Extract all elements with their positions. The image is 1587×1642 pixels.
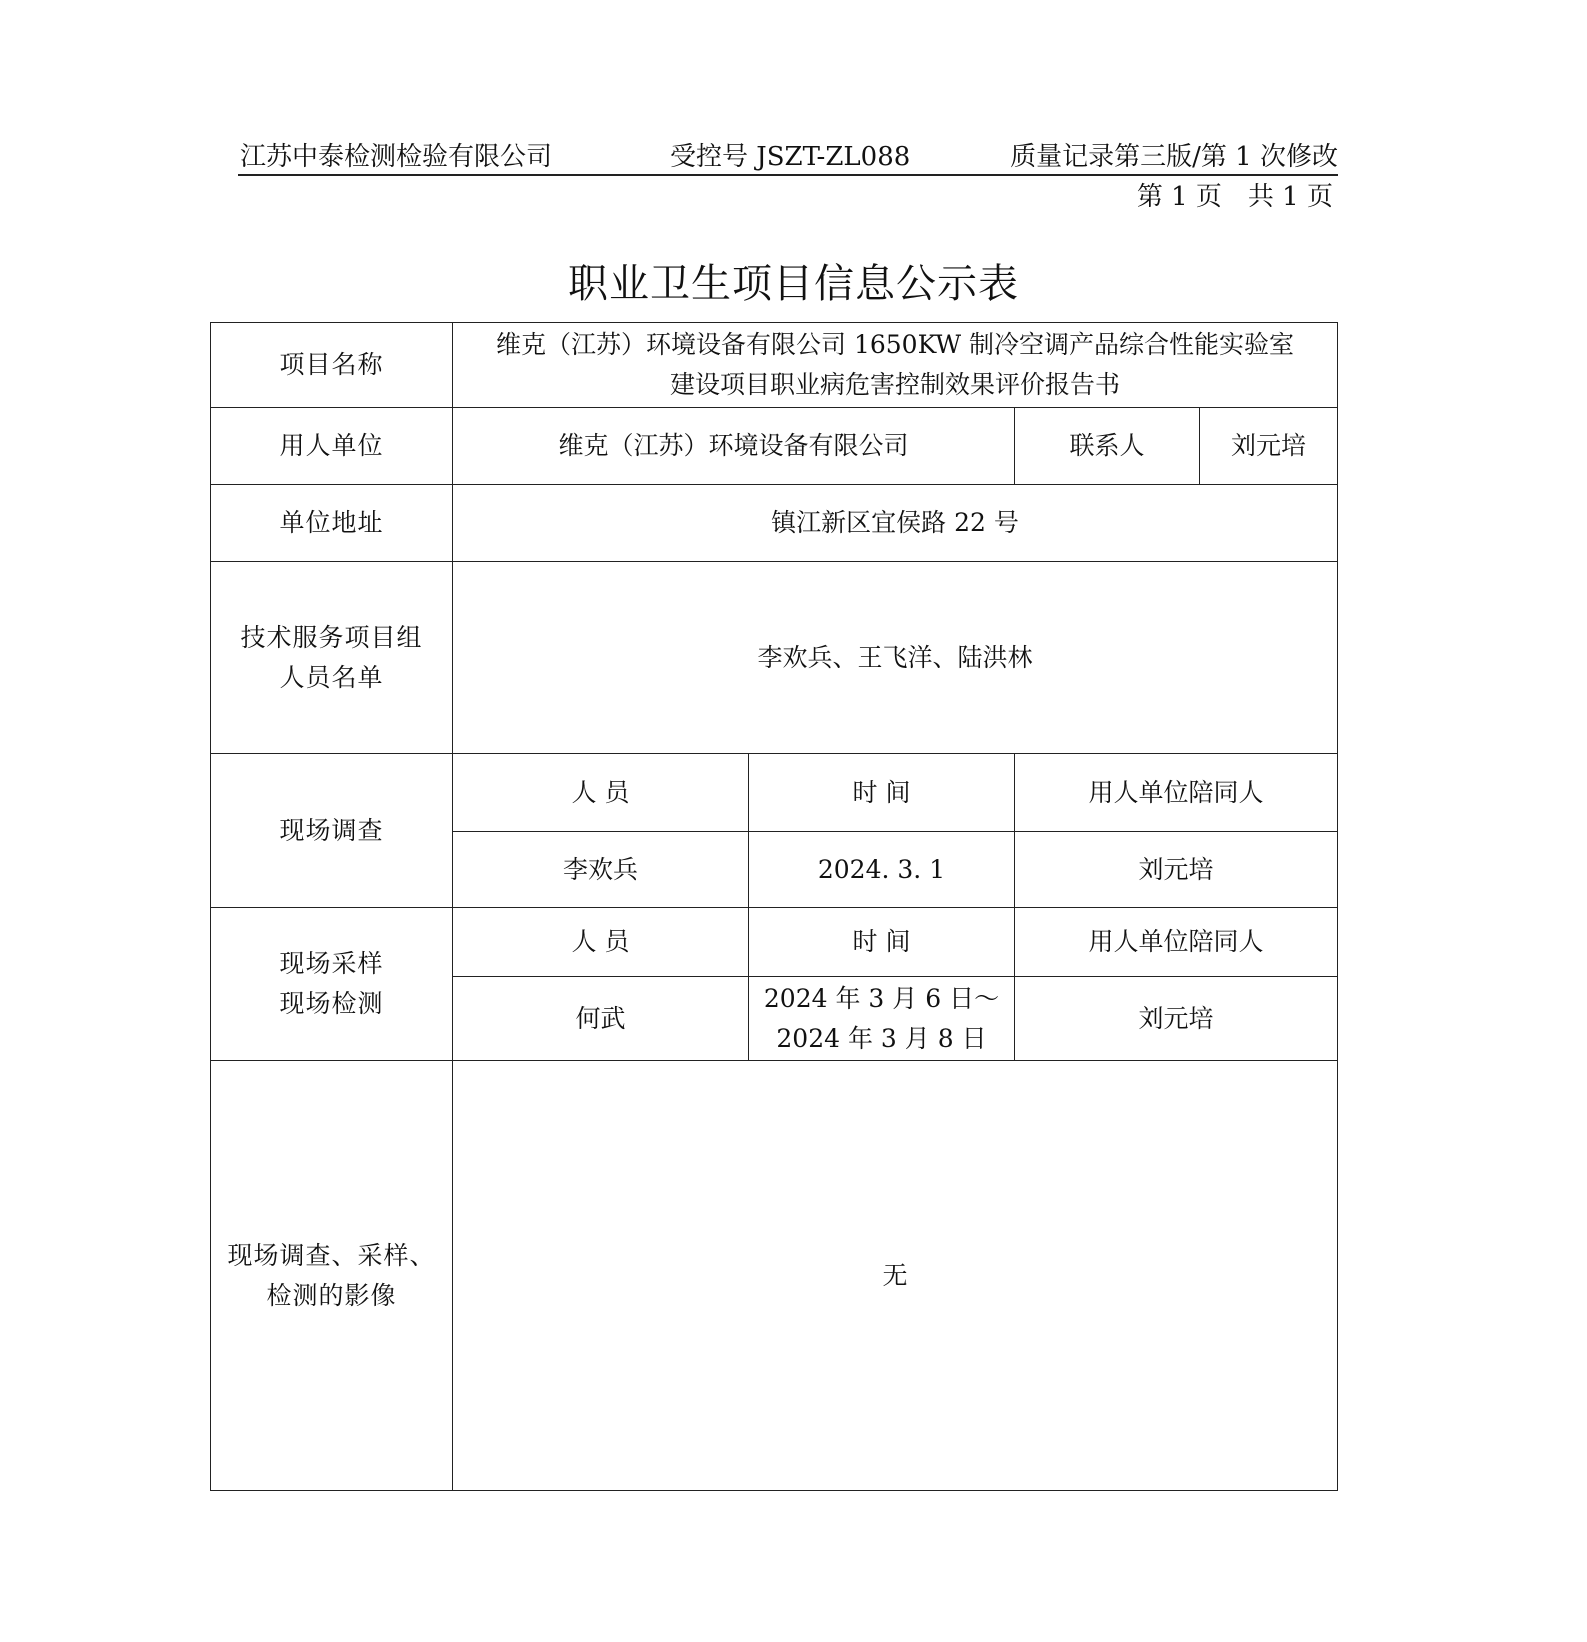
page-info: 第 1 页 共 1 页 bbox=[1136, 182, 1333, 212]
survey-col-time: 时 间 bbox=[749, 754, 1015, 832]
row-sampling-header bbox=[211, 908, 1338, 977]
team-value: 李欢兵、王飞洋、陆洪林 bbox=[453, 562, 1338, 754]
sampling-companion: 刘元培 bbox=[1015, 977, 1338, 1061]
survey-companion: 刘元培 bbox=[1015, 832, 1338, 908]
address-label: 单位地址 bbox=[211, 485, 453, 562]
sampling-label-line1: 现场采样 bbox=[279, 949, 384, 978]
team-label bbox=[211, 562, 453, 754]
sampling-col-companion: 用人单位陪同人 bbox=[1015, 908, 1338, 977]
sampling-col-person: 人 员 bbox=[453, 908, 749, 977]
team-label-line1: 技术服务项目组 bbox=[240, 622, 423, 652]
team-label-line2: 人员名单 bbox=[279, 662, 384, 692]
document-title: 职业卫生项目信息公示表 bbox=[568, 261, 1019, 307]
contact-subtable bbox=[1015, 408, 1337, 484]
header-edition: 质量记录第三版/第 1 次修改 bbox=[1010, 142, 1338, 172]
info-table bbox=[210, 322, 1338, 1491]
row-survey-header bbox=[211, 754, 1338, 832]
images-value: 无 bbox=[453, 1061, 1338, 1491]
employer-value: 维克（江苏）环境设备有限公司 bbox=[453, 408, 1015, 485]
survey-time: 2024. 3. 1 bbox=[749, 832, 1015, 908]
survey-label: 现场调查 bbox=[211, 754, 453, 908]
survey-col-companion: 用人单位陪同人 bbox=[1015, 754, 1338, 832]
images-label-line1: 现场调查、采样、 bbox=[227, 1240, 436, 1270]
sampling-person: 何武 bbox=[453, 977, 749, 1061]
contact-cell bbox=[1015, 408, 1338, 485]
sampling-time-line2: 2024 年 3 月 8 日 bbox=[776, 1023, 987, 1053]
sampling-time-line1: 2024 年 3 月 6 日～ bbox=[763, 983, 1000, 1013]
project-name-value bbox=[453, 323, 1338, 408]
survey-col-person: 人 员 bbox=[453, 754, 749, 832]
contact-label: 联系人 bbox=[1015, 408, 1200, 484]
project-name-line2: 建设项目职业病危害控制效果评价报告书 bbox=[670, 370, 1121, 399]
project-name-label: 项目名称 bbox=[211, 323, 453, 408]
sampling-col-time: 时 间 bbox=[749, 908, 1015, 977]
images-label bbox=[211, 1061, 453, 1491]
row-images bbox=[211, 1061, 1338, 1491]
header-company: 江苏中泰检测检验有限公司 bbox=[240, 142, 553, 172]
row-team bbox=[211, 562, 1338, 754]
document-header bbox=[238, 128, 1338, 176]
sampling-label bbox=[211, 908, 453, 1061]
row-employer bbox=[211, 408, 1338, 485]
address-value: 镇江新区宜侯路 22 号 bbox=[453, 485, 1338, 562]
employer-label: 用人单位 bbox=[211, 408, 453, 485]
images-label-line2: 检测的影像 bbox=[266, 1280, 397, 1310]
header-control-number: 受控号 JSZT-ZL088 bbox=[670, 142, 911, 172]
sampling-label-line2: 现场检测 bbox=[279, 989, 384, 1018]
survey-person: 李欢兵 bbox=[453, 832, 749, 908]
row-address bbox=[211, 485, 1338, 562]
row-project-name bbox=[211, 323, 1338, 408]
contact-value: 刘元培 bbox=[1231, 431, 1307, 460]
sampling-time bbox=[749, 977, 1015, 1061]
project-name-line1: 维克（江苏）环境设备有限公司 1650KW 制冷空调产品综合性能实验室 bbox=[496, 330, 1295, 359]
